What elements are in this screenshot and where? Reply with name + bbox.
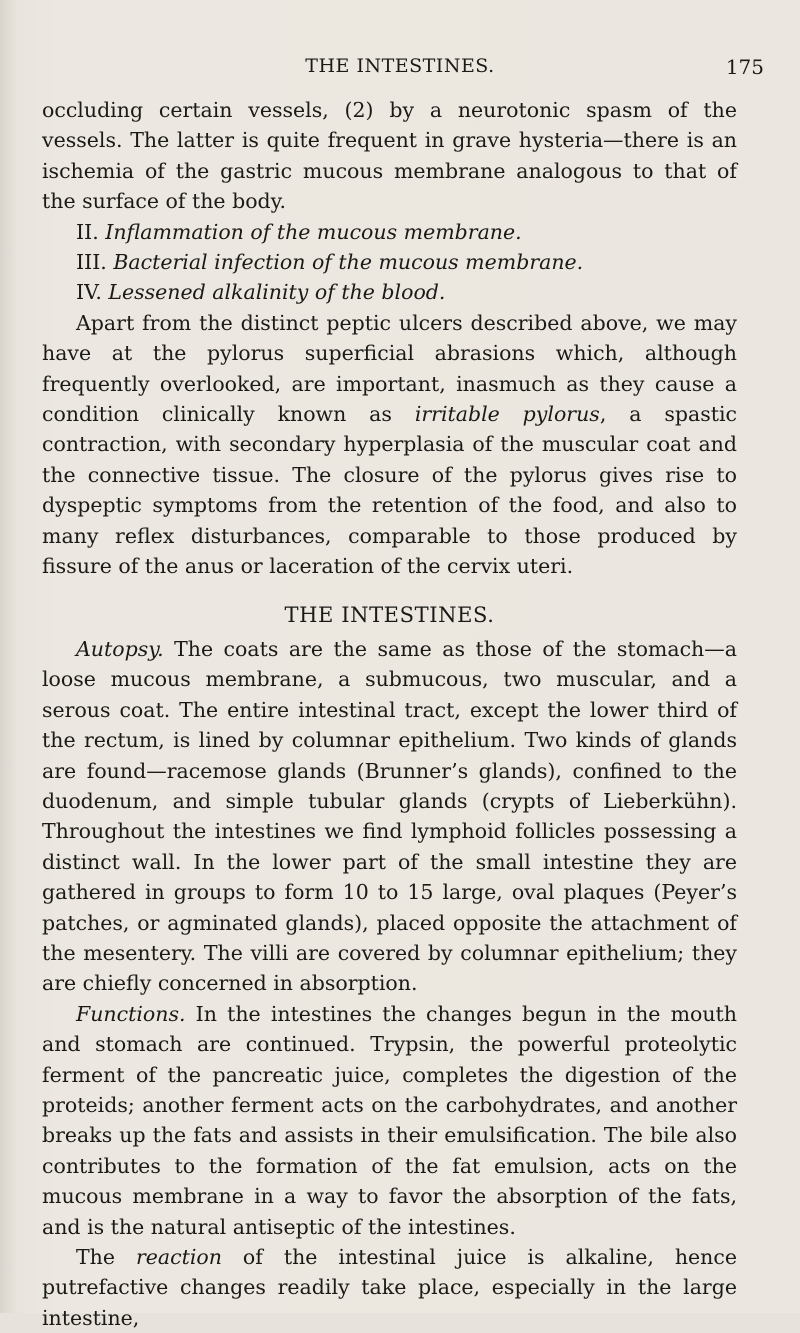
reaction-term: reaction bbox=[135, 1245, 222, 1270]
reaction-text-after: of the intestinal juice is alkaline, hence putrefactive changes readily take place, especially in the large intestine, bbox=[42, 1245, 737, 1330]
list-item-lessened-alkalinity bbox=[42, 277, 737, 307]
page-header bbox=[0, 55, 800, 85]
pylorus-text-after: , a spastic contraction, with secondary hyperplasia of the muscular coat and the connective tissue. The closure of the pylorus gives rise to dyspeptic symptoms from the retention of the food, and also to many reflex disturbances, comparable to those produced by fissure of the anus or laceration of the cervix uteri. bbox=[42, 402, 737, 579]
list-item-inflammation bbox=[42, 217, 737, 247]
autopsy-text: The coats are the same as those of the stomach—a loose mucous membrane, a submucous, two muscular, and a serous coat. The entire intestinal tract, except the lower third of the rectum, is lined by columnar epithelium. Two kinds of glands are found—racemose glands (Brunner’s glands), confined to the duodenum, and simple tubular glands (crypts of Lieberkühn). Throughout the intestines we find lymphoid follicles possessing a distinct wall. In the lower part of the small intestine they are gathered in groups to form 10 to 15 large, oval plaques (Peyer’s patches, or agminated glands), placed opposite the attachment of the mesentery. The villi are covered by columnar epithelium; they are chiefly concerned in absorption. bbox=[42, 636, 737, 996]
pylorus-paragraph bbox=[42, 308, 737, 582]
page-body bbox=[42, 95, 737, 1333]
autopsy-label: Autopsy. bbox=[76, 636, 164, 661]
reaction-text-before: The bbox=[76, 1245, 136, 1270]
list-item-text: Lessened alkalinity of the blood. bbox=[108, 280, 446, 305]
list-item-text: Inflammation of the mucous membrane. bbox=[105, 219, 522, 244]
list-item-bacterial-infection bbox=[42, 247, 737, 277]
reaction-paragraph bbox=[42, 1242, 737, 1333]
running-head: THE INTESTINES. bbox=[305, 55, 495, 77]
list-item-numeral: III. bbox=[76, 250, 107, 275]
functions-paragraph bbox=[42, 999, 737, 1242]
page-number: 175 bbox=[725, 55, 764, 79]
pylorus-text-before: Apart from the distinct peptic ulcers described above, we may have at the pylorus superficial abrasions which, although frequently overlooked, are important, inasmuch as they cause a condition clinically known as bbox=[42, 310, 737, 427]
irritable-pylorus-term: irritable pylorus bbox=[414, 402, 600, 427]
functions-text: In the intestines the changes begun in the mouth and stomach are continued. Trypsin, the powerful proteolytic ferment of the pancreatic juice, completes the digestion of the proteids; another ferment acts on the carbohydrates, and another breaks up the fats and assists in their emulsification. The bile also contributes to the formation of the fat emulsion, acts on the mucous membrane in a way to favor the absorption of the fats, and is the natural antiseptic of the intestines. bbox=[42, 1001, 737, 1239]
list-item-text: Bacterial infection of the mucous membrane. bbox=[113, 250, 584, 275]
list-item-numeral: IV. bbox=[76, 280, 102, 305]
list-item-numeral: II. bbox=[76, 219, 99, 244]
functions-label: Functions. bbox=[76, 1001, 186, 1026]
autopsy-paragraph bbox=[42, 634, 737, 999]
section-heading: THE INTESTINES. bbox=[284, 602, 495, 627]
continuation-paragraph: occluding certain vessels, (2) by a neurotonic spasm of the vessels. The latter is quite frequent in grave hysteria—there is an ischemia of the gastric mucous membrane analogous to that of the surface of the body. bbox=[42, 98, 737, 214]
